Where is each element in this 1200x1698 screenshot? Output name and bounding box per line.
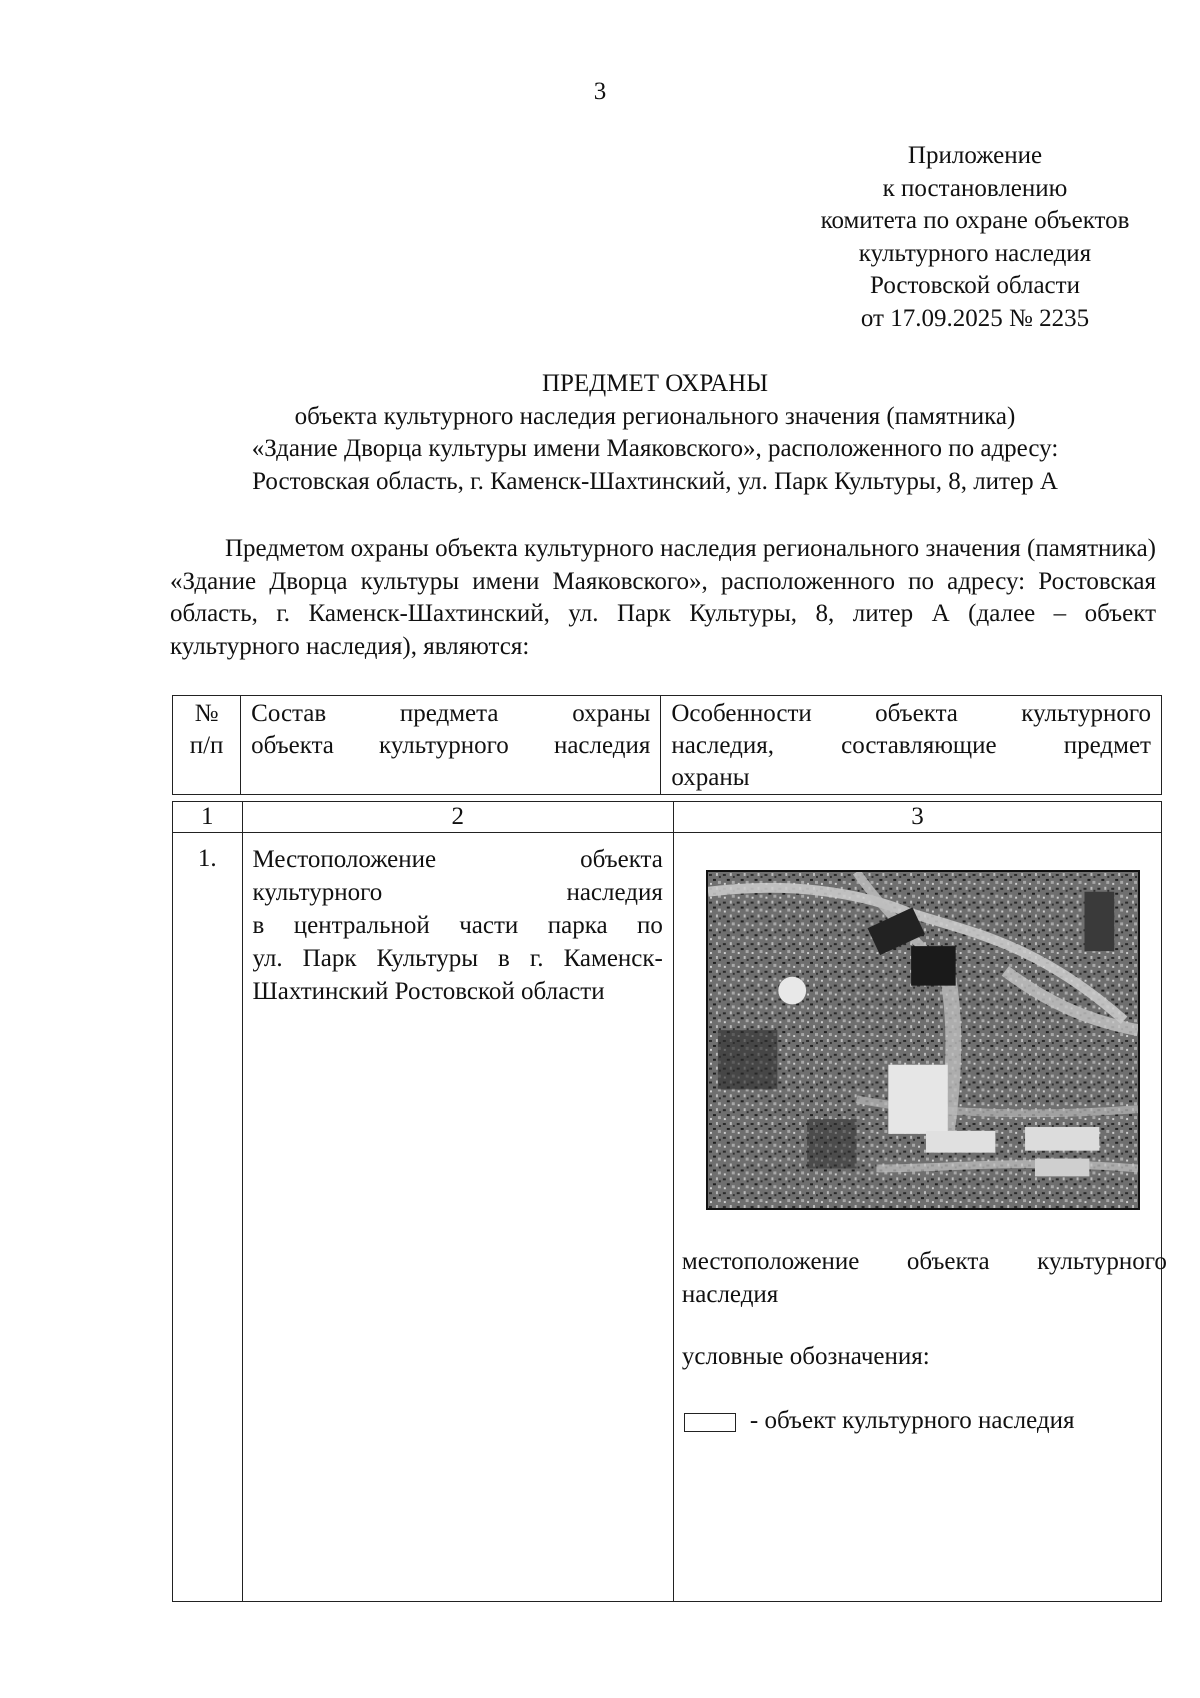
title-line: Ростовская область, г. Каменск-Шахтинский, ул. Парк Культуры, 8, литер А — [252, 467, 1058, 495]
appendix-line: культурного наследия — [858, 239, 1092, 267]
column-number: 3 — [673, 802, 1161, 833]
row-features — [673, 833, 1167, 1602]
description-line: культурного наследия — [252, 879, 663, 906]
description-line: Шахтинский Ростовской области — [252, 978, 605, 1005]
column-number: 1 — [173, 802, 243, 833]
map-caption: местоположение объекта культурного наследия — [681, 1248, 1167, 1308]
header-cell-composition — [241, 696, 661, 795]
header-number-sign: № — [194, 700, 219, 727]
header-features-line: охраны — [671, 764, 750, 791]
protection-subject-table — [172, 801, 1167, 1602]
appendix-line: комитета по охране объектов — [820, 207, 1130, 234]
header-cell-features — [661, 696, 1162, 795]
heritage-building-mark — [888, 1065, 947, 1134]
document-title — [150, 368, 1160, 498]
description-line: ул. Парк Культуры в г. Каменск- — [252, 945, 663, 972]
row-number: 1. — [173, 833, 243, 1602]
description-line: Местоположение объекта — [252, 846, 663, 873]
header-pp: п/п — [189, 732, 224, 759]
header-composition-line: объекта культурного наследия — [251, 732, 651, 759]
aerial-map-image — [706, 870, 1140, 1210]
column-number: 2 — [242, 802, 673, 833]
intro-paragraph: Предметом охраны объекта культурного наследия регионального значения (памятника) «Здание Дворца культуры имени Маяковского», расположенного по адресу: Ростовская область, г. Каменск-Шахтинский, ул. Парк Культуры, 8, литер А (далее – объект культурного наследия), являются: — [170, 535, 1156, 660]
header-composition-line: Состав предмета охраны — [251, 700, 651, 727]
legend-title: условные обозначения: — [681, 1343, 930, 1370]
legend-label: - объект культурного наследия — [749, 1407, 1075, 1434]
title-line: объекта культурного наследия регионального значения (памятника) — [294, 402, 1016, 430]
appendix-block — [760, 140, 1190, 335]
column-number-row — [173, 802, 1162, 833]
table-row — [173, 833, 1162, 1602]
page-number: 3 — [593, 78, 607, 105]
title-line: «Здание Дворца культуры имени Маяковского», расположенного по адресу: — [251, 435, 1059, 462]
row-description — [242, 833, 673, 1602]
description-line: в центральной части парка по — [252, 912, 663, 939]
table-header — [172, 695, 1162, 795]
appendix-line: к постановлению — [882, 174, 1068, 202]
appendix-line: Ростовской области — [870, 272, 1080, 299]
title-heading: ПРЕДМЕТ ОХРАНЫ — [541, 370, 769, 397]
header-features-line: Особенности объекта культурного — [671, 700, 1151, 727]
legend-swatch-icon — [684, 1413, 736, 1432]
header-cell-number — [173, 696, 241, 795]
appendix-line: Приложение — [907, 142, 1043, 169]
header-features-line: наследия, составляющие предмет — [671, 732, 1151, 759]
appendix-date-number: от 17.09.2025 № 2235 — [860, 304, 1090, 332]
legend-item — [682, 1405, 1075, 1437]
